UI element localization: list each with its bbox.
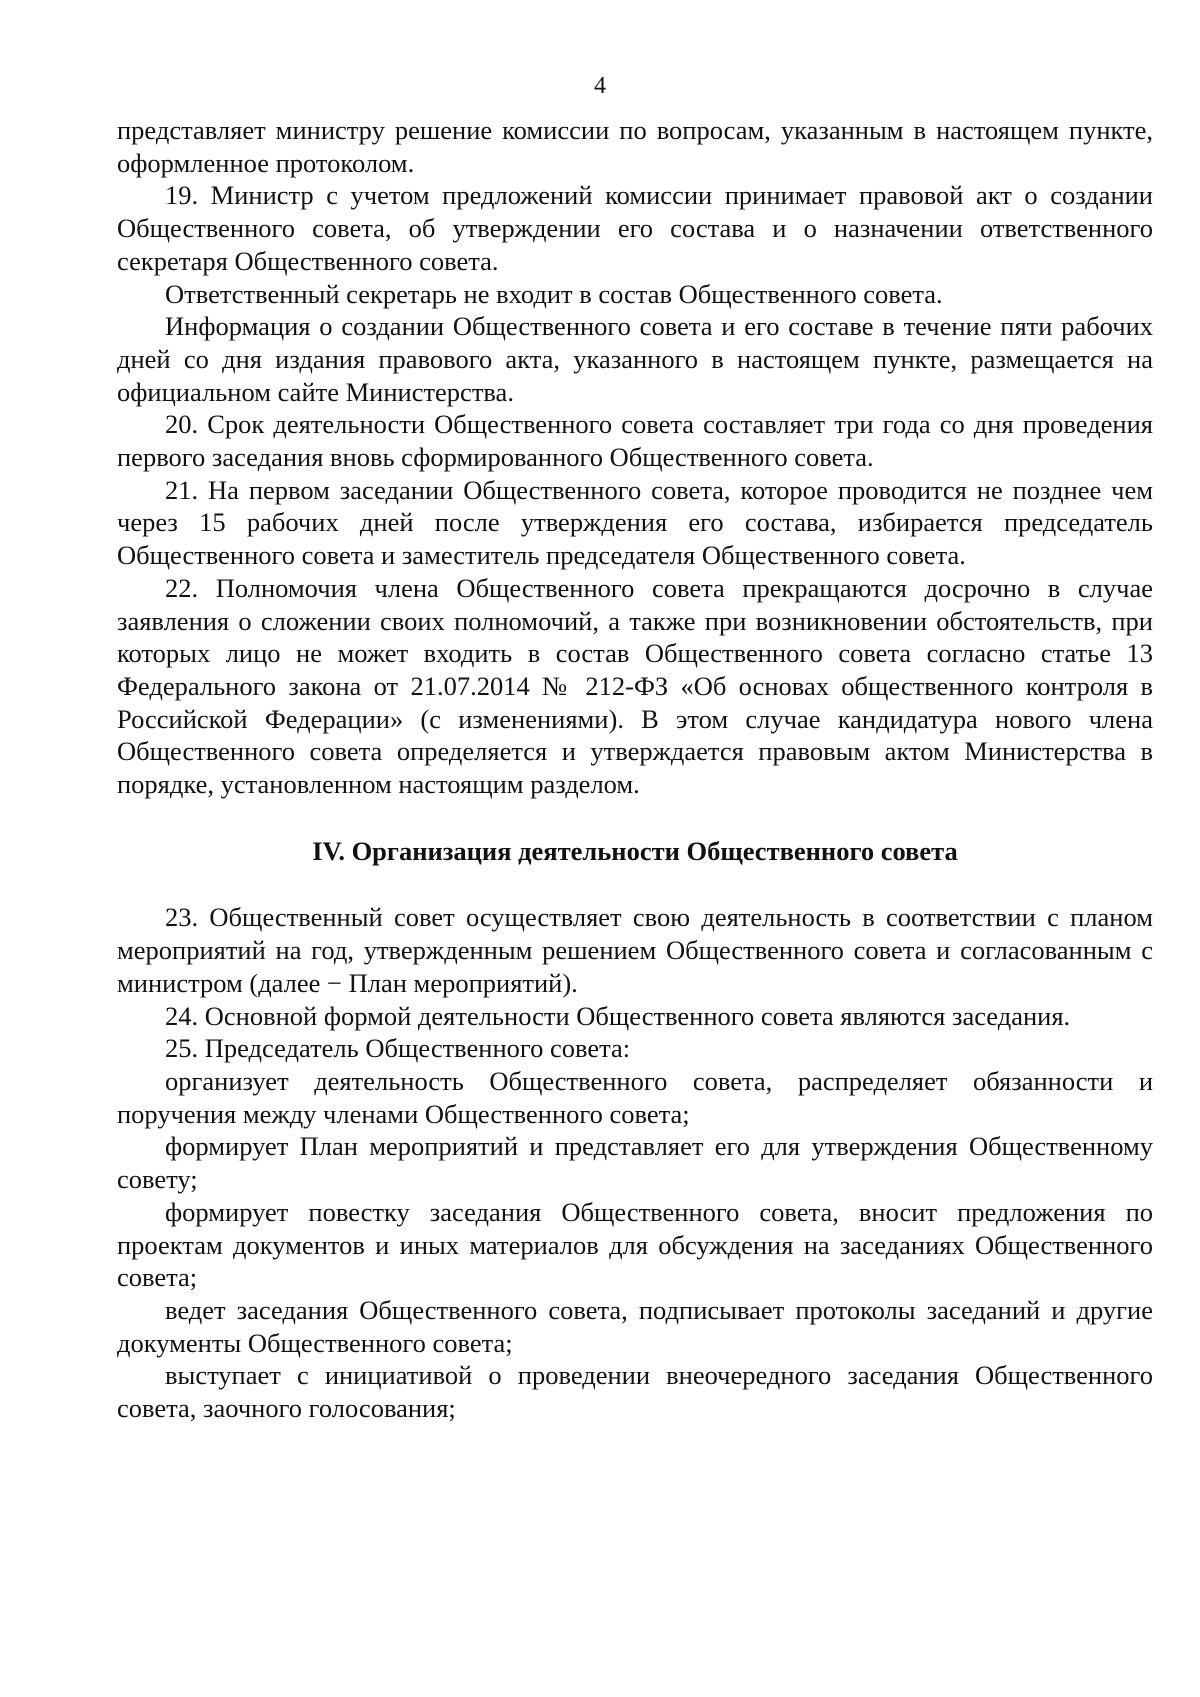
paragraph-25-initiative: выступает с инициативой о проведении внеочередного заседания Общественного совета, заочного голосования;	[117, 1360, 1153, 1424]
paragraph-25: 25. Председатель Общественного совета:	[165, 1033, 631, 1064]
paragraph-19-information: Информация о создании Общественного совета и его составе в течение пяти рабочих дней со дня издания правового акта, указанного в настоящем пункте, размещается на официальном сайте Министерства.	[117, 311, 1153, 407]
paragraph-19: 19. Министр с учетом предложений комиссии принимает правовой акт о создании Общественного совета, об утверждении его состава и о назначении ответственного секретаря Общественного совета.	[117, 180, 1153, 276]
paragraph-19-secretary: Ответственный секретарь не входит в состав Общественного совета.	[165, 278, 943, 309]
paragraph-22: 22. Полномочия члена Общественного совета прекращаются досрочно в случае заявления о сложении своих полномочий, а также при возникновении обстоятельств, при которых лицо не может входить в состав Общественного совета согласно статье 13 Федерального закона от 21.07.2014 № 212-ФЗ «Об основах общественного контроля в Российской Федерации» (с изменениями). В этом случае кандидатура нового члена Общественного совета определяется и утверждается правовым актом Министерства в порядке, установленном настоящим разделом.	[117, 572, 1153, 800]
paragraph-25-plan: формирует План мероприятий и представляет его для утверждения Общественному совету;	[117, 1131, 1153, 1195]
paragraph-20: 20. Срок деятельности Общественного совета составляет три года со дня проведения первого заседания вновь сформированного Общественного совета.	[117, 409, 1153, 473]
paragraph-25-meetings: ведет заседания Общественного совета, подписывает протоколы заседаний и другие документы Общественного совета;	[117, 1294, 1153, 1358]
paragraph-21: 21. На первом заседании Общественного совета, которое проводится не позднее чем через 15 рабочих дней после утверждения его состава, избирается председатель Общественного совета и заместитель председателя Общественного совета.	[117, 474, 1153, 571]
paragraph-24: 24. Основной формой деятельности Общественного совета являются заседания.	[165, 1000, 1071, 1031]
paragraph-continuation: представляет министру решение комиссии по вопросам, указанным в настоящем пункте, оформленное протоколом.	[117, 115, 1153, 178]
document-body	[117, 114, 1153, 1425]
section-heading: IV. Организация деятельности Общественного совета	[312, 835, 958, 866]
paragraph-25-organizes: организует деятельность Общественного совета, распределяет обязанности и поручения между членами Общественного совета;	[117, 1065, 1153, 1129]
page-number: 4	[594, 73, 606, 99]
paragraph-25-agenda: формирует повестку заседания Общественного совета, вносит предложения по проектам документов и иных материалов для обсуждения на заседаниях Общественного совета;	[117, 1196, 1153, 1293]
paragraph-23: 23. Общественный совет осуществляет свою деятельность в соответствии с планом мероприятий на год, утвержденным решением Общественного совета и согласованным с министром (далее − План мероприятий).	[117, 902, 1153, 998]
